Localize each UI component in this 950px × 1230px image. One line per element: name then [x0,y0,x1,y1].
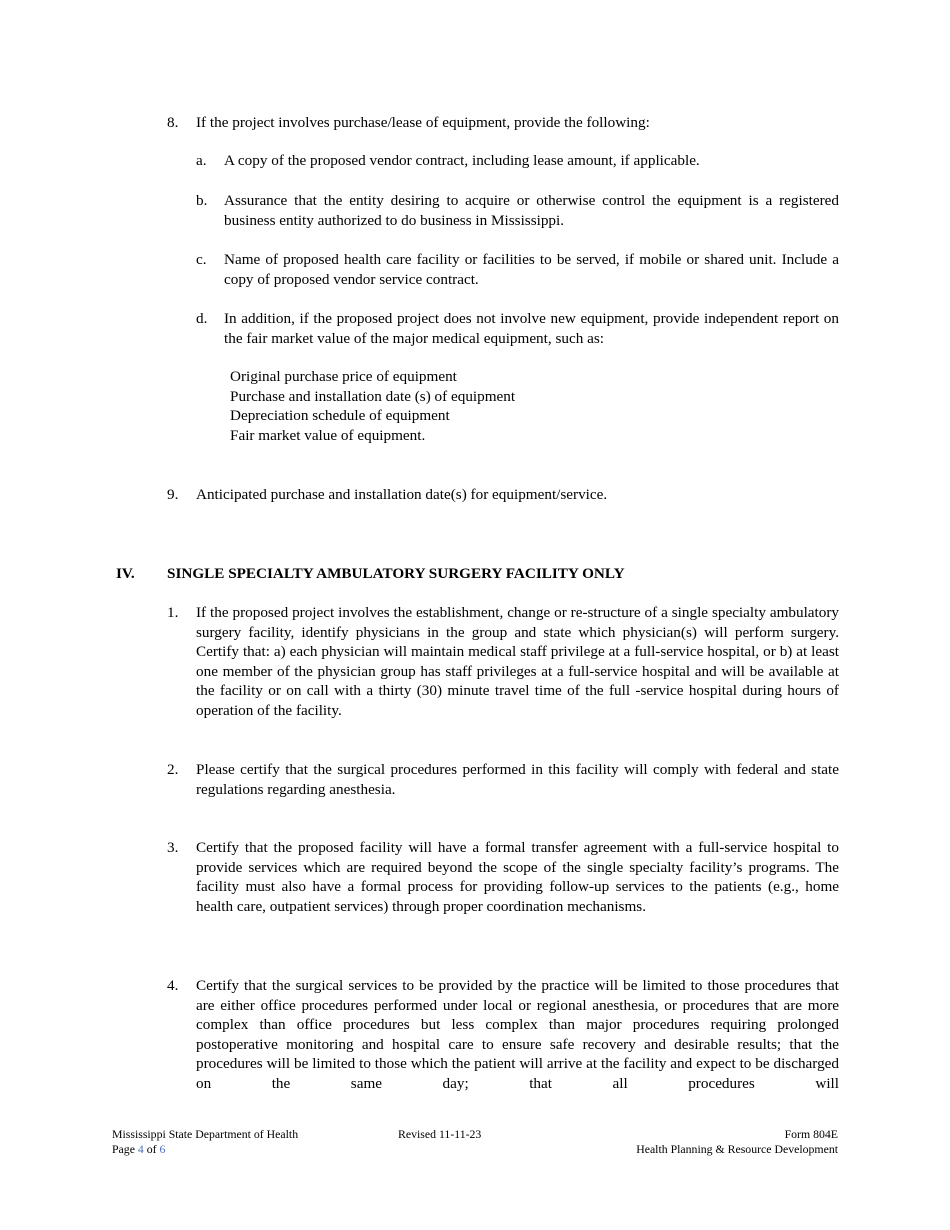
item-8b-letter: b. [196,192,208,209]
footer-revised: Revised 11-11-23 [398,1127,482,1141]
section-iv-item-3-text: Certify that the proposed facility will have a formal transfer agreement with a full-service hospital to provide services which are required beyond the scope of the single specialty facility’s programs. The facility must also have a formal process for providing follow-up services to the patients (e.g., home health care, outpatient services) through proper coordination mechanisms. [196,839,839,915]
item-8d-letter: d. [196,310,208,327]
footer-left [112,1127,298,1157]
footer-dept: Health Planning & Resource Development [636,1142,838,1156]
item-9-text: Anticipated purchase and installation date(s) for equipment/service. [196,486,608,503]
section-iv-title: SINGLE SPECIALTY AMBULATORY SURGERY FACILITY ONLY [167,565,625,582]
section-iv-item-4-text: Certify that the surgical services to be provided by the practice will be limited to those procedures that are either office procedures performed under local or regional anesthesia, or procedures that are more complex than office procedures but less complex than major procedures requiring prolonged postoperative monitoring and hospital care to ensure safe recovery and desirable results; that the procedures will be limited to those which the patient will arrive at the facility and expect to be discharged on the same day; that all procedures will [196,977,839,1092]
footer-page-of: of [146,1142,157,1156]
section-iv-item-1-number: 1. [167,604,179,621]
item-8a-letter: a. [196,152,207,169]
item-8c-letter: c. [196,251,207,268]
footer-page-total[interactable]: 6 [159,1142,166,1156]
footer-org: Mississippi State Department of Health [112,1127,299,1141]
section-iv-numeral: IV. [116,565,135,582]
footer-page-prefix: Page [112,1142,135,1156]
list-item: Purchase and installation date (s) of equipment [230,387,516,405]
footer-form: Form 804E [784,1127,838,1141]
equipment-value-list [230,367,515,445]
item-8-text: If the project involves purchase/lease of equipment, provide the following: [196,114,650,131]
list-item: Fair market value of equipment. [230,426,426,444]
section-iv-item-2-text: Please certify that the surgical procedures performed in this facility will comply with federal and state regulations regarding anesthesia. [196,761,839,798]
item-8b-text: Assurance that the entity desiring to acquire or otherwise control the equipment is a registered business entity authorized to do business in Mississippi. [224,192,839,229]
section-iv-item-4-number: 4. [167,977,179,994]
section-iv-item-3-number: 3. [167,839,179,856]
item-9-number: 9. [167,486,179,503]
list-item: Original purchase price of equipment [230,368,457,385]
footer-page-current[interactable]: 4 [137,1142,144,1156]
item-8-number: 8. [167,114,179,131]
section-iv-item-2-number: 2. [167,761,179,778]
list-item: Depreciation schedule of equipment [230,407,450,425]
item-8d-text: In addition, if the proposed project does not involve new equipment, provide independent report on the fair market value of the major medical equipment, such as: [224,310,839,347]
footer-page-number [112,1142,298,1157]
section-iv-item-1-text: If the proposed project involves the establishment, change or re-structure of a single specialty ambulatory surgery facility, identify physicians in the group and state which physician(s) will perform surgery. Certify that: a) each physician will maintain medical staff privilege at a full-service hospital, or b) at least one member of the physician group has staff privileges at a full-service hospital and will be available at the facility or on call with a thirty (30) minute travel time of the full -service hospital during hours of operation of the facility. [196,604,839,719]
item-8a-text: A copy of the proposed vendor contract, including lease amount, if applicable. [224,152,700,169]
item-8c-text: Name of proposed health care facility or facilities to be served, if mobile or shared unit. Include a copy of proposed vendor service contract. [224,251,839,288]
footer-right [636,1127,838,1157]
